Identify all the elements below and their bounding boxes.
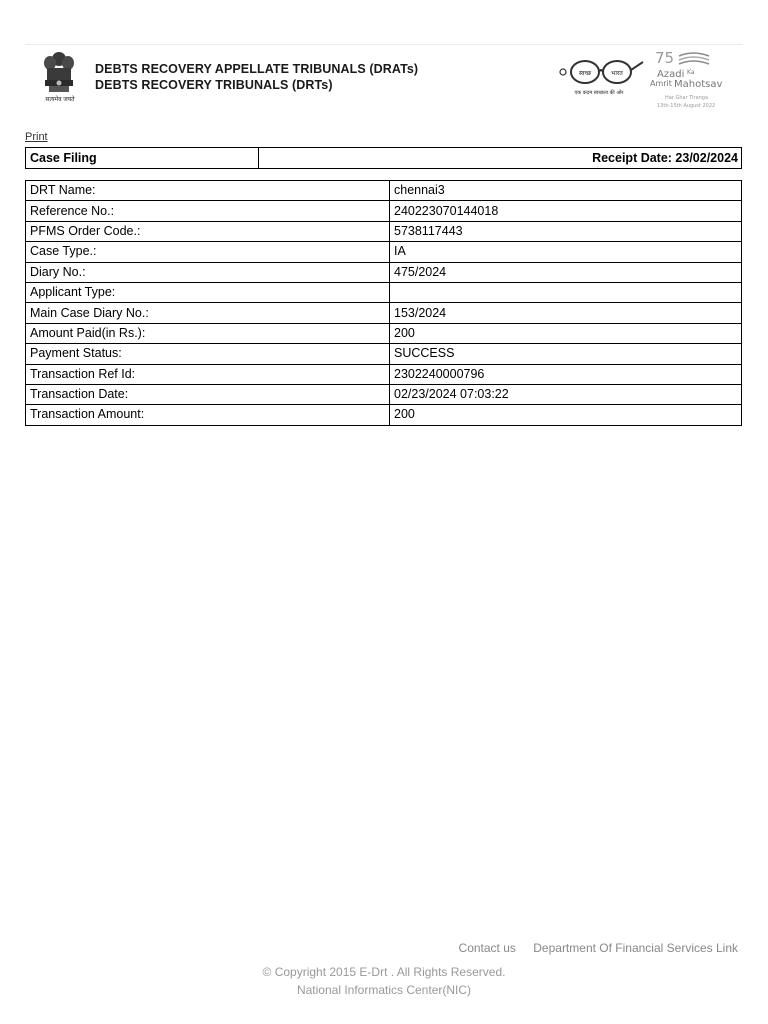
azadi-75: 75: [655, 49, 675, 67]
page-titles: [95, 61, 418, 93]
top-divider: [25, 44, 743, 45]
table-row: [26, 405, 742, 425]
row-value: SUCCESS: [390, 344, 742, 364]
page-header: [25, 48, 743, 114]
table-row: [26, 221, 742, 241]
table-row: [26, 282, 742, 302]
row-value: [390, 282, 742, 302]
swachh-left-word: स्वच्छ: [578, 70, 592, 77]
table-row: [26, 181, 742, 201]
azadi-sub1: Har Ghar Tiranga: [665, 95, 709, 101]
title-drts: DEBTS RECOVERY TRIBUNALS (DRTs): [95, 78, 333, 92]
row-label: Amount Paid(in Rs.):: [26, 323, 390, 343]
table-row: [26, 344, 742, 364]
azadi-ka: Ka: [687, 69, 695, 76]
azadi-sub2: 13th-15th August 2022: [657, 103, 716, 109]
row-label: Applicant Type:: [26, 282, 390, 302]
table-row: [26, 323, 742, 343]
row-value: 475/2024: [390, 262, 742, 282]
title-drats: DEBTS RECOVERY APPELLATE TRIBUNALS (DRATs): [95, 62, 419, 76]
azadi-word2: Amrit: [650, 79, 672, 88]
emblem-motto: सत्यमेव जयते: [45, 97, 75, 103]
copyright-text: © Copyright 2015 E-Drt . All Rights Reserved.: [262, 965, 506, 979]
row-label: DRT Name:: [26, 181, 390, 201]
row-value: 2302240000796: [390, 364, 742, 384]
table-row: [26, 201, 742, 221]
row-label: Case Type.:: [26, 242, 390, 262]
row-value: 153/2024: [390, 303, 742, 323]
table-row: [26, 242, 742, 262]
nic-text: National Informatics Center(NIC): [296, 982, 472, 997]
row-label: Transaction Ref Id:: [26, 364, 390, 384]
row-value: chennai3: [390, 181, 742, 201]
row-label: PFMS Order Code.:: [26, 221, 390, 241]
row-value: IA: [390, 242, 742, 262]
receipt-details-table: [25, 180, 742, 426]
swachh-bharat-logo: [553, 52, 649, 98]
row-value: 200: [390, 405, 742, 425]
row-label: Reference No.:: [26, 201, 390, 221]
footer-links: [0, 941, 738, 955]
table-row: [26, 262, 742, 282]
contact-us-link[interactable]: Contact us: [458, 941, 516, 955]
row-value: 02/23/2024 07:03:22: [390, 384, 742, 404]
print-link[interactable]: Print: [25, 131, 48, 143]
row-label: Transaction Amount:: [26, 405, 390, 425]
row-value: 5738117443: [390, 221, 742, 241]
azadi-ka-amrit-mahotsav-logo: [649, 48, 743, 112]
receipt-date: Receipt Date: 23/02/2024: [592, 151, 738, 165]
section-title: Case Filing: [26, 148, 259, 168]
table-row: [26, 364, 742, 384]
row-label: Transaction Date:: [26, 384, 390, 404]
swachh-tagline: एक कदम स्वच्छता की ओर: [574, 90, 624, 96]
row-label: Main Case Diary No.:: [26, 303, 390, 323]
receipt-header: [25, 147, 742, 169]
row-value: 240223070144018: [390, 201, 742, 221]
row-label: Diary No.:: [26, 262, 390, 282]
row-value: 200: [390, 323, 742, 343]
table-row: [26, 384, 742, 404]
row-label: Payment Status:: [26, 344, 390, 364]
copyright-block: [0, 964, 768, 999]
azadi-word3: Mahotsav: [674, 79, 723, 90]
azadi-word1: Azadi: [657, 69, 685, 80]
table-row: [26, 303, 742, 323]
swachh-right-word: भारत: [611, 70, 623, 77]
dfs-link[interactable]: Department Of Financial Services Link: [533, 941, 738, 955]
